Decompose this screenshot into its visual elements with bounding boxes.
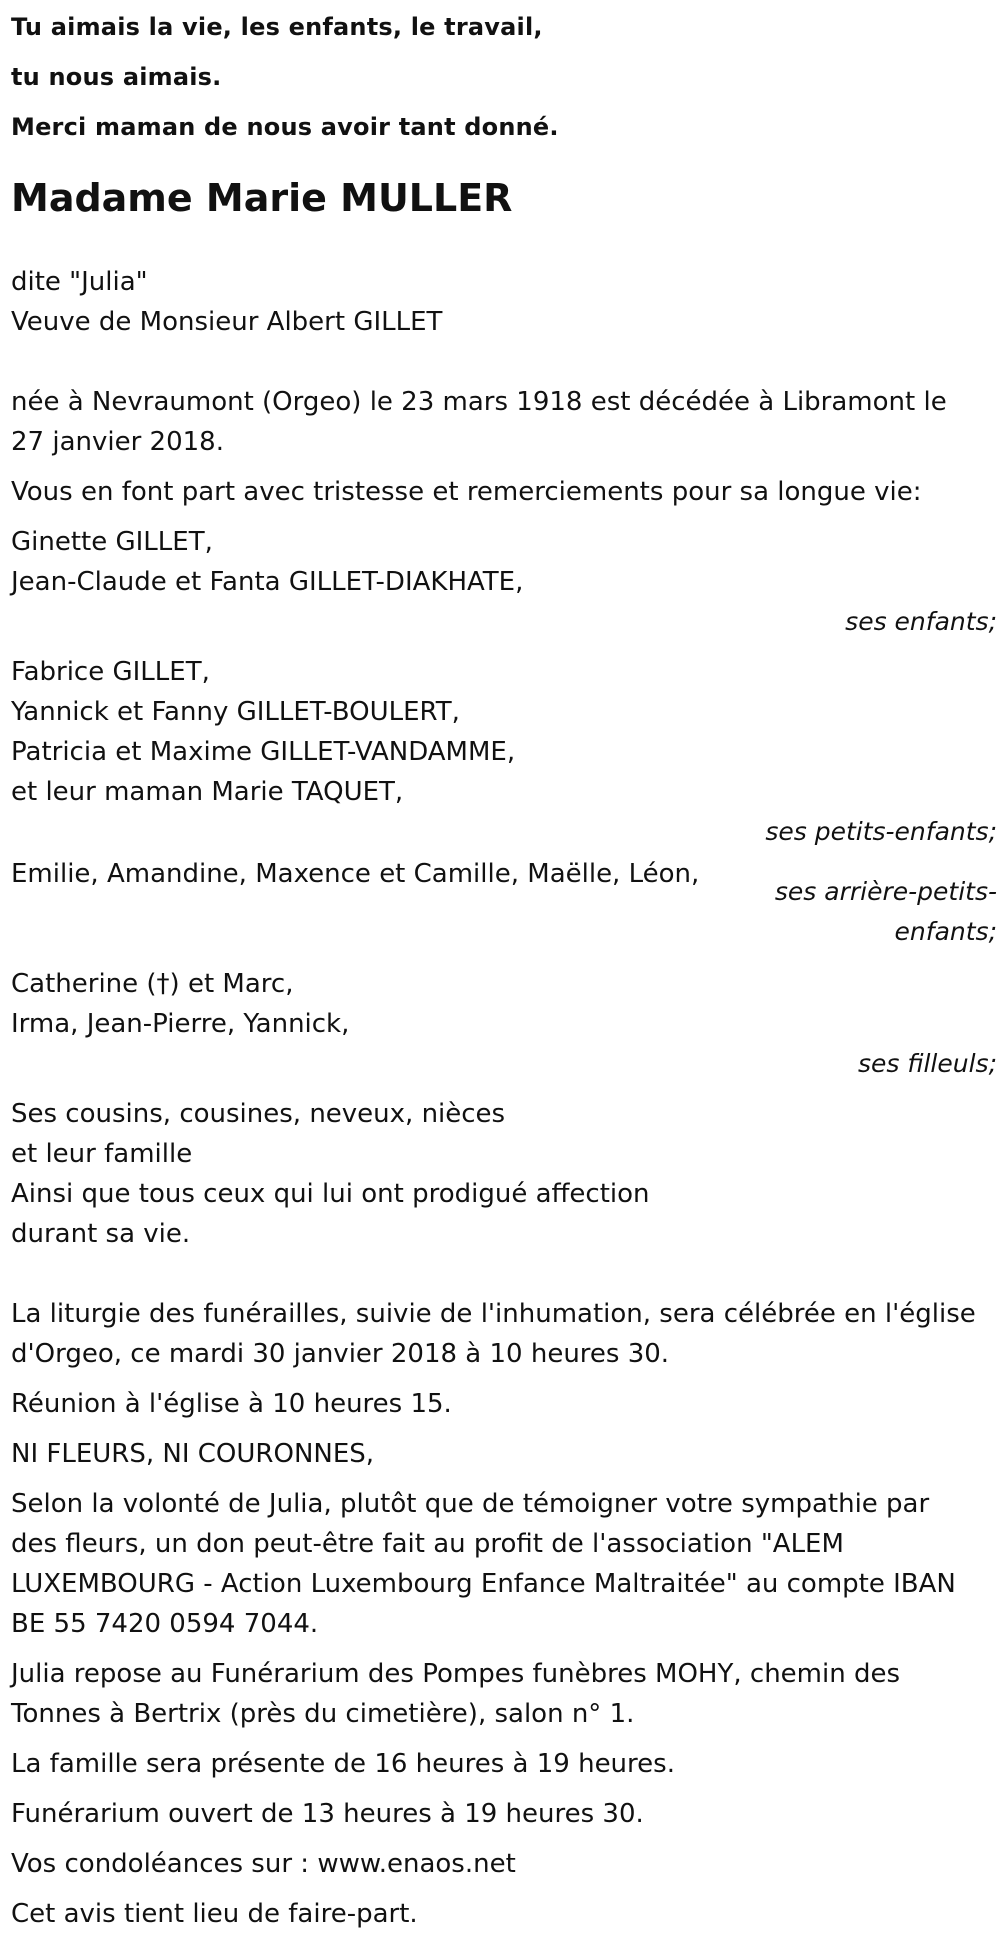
deceased-name: Madame Marie MULLER	[11, 176, 513, 220]
church-meeting: Réunion à l'église à 10 heures 15.	[11, 1389, 452, 1419]
deceased-alias: dite "Julia"	[11, 267, 148, 297]
relatives-line: et leur famille	[11, 1139, 193, 1169]
relation-label-line: ses arrière-petits-	[774, 877, 997, 906]
resting-line: Julia repose au Funérarium des Pompes funèbres MOHY, chemin des	[11, 1659, 901, 1689]
obituary-notice	[11, 0, 997, 1934]
relation-label: ses filleuls;	[857, 1049, 997, 1078]
donation-line: Selon la volonté de Julia, plutôt que de témoigner votre sympathie par	[11, 1489, 930, 1519]
resting-line: Tonnes à Bertrix (près du cimetière), salon n° 1.	[11, 1699, 635, 1729]
grandchildren-group	[11, 652, 997, 852]
liturgy-line: La liturgie des funérailles, suivie de l'inhumation, sera célébrée en l'église	[11, 1299, 976, 1329]
birth-death-line: née à Nevraumont (Orgeo) le 23 mars 1918 est décédée à Libramont le	[11, 387, 947, 417]
announcement-intro: Vous en font part avec tristesse et remerciements pour sa longue vie:	[11, 477, 922, 507]
quote-line: tu nous aimais.	[11, 63, 222, 91]
liturgy-line: d'Orgeo, ce mardi 30 janvier 2018 à 10 heures 30.	[11, 1339, 670, 1369]
birth-death-line: 27 janvier 2018.	[11, 427, 224, 457]
deceased-spouse: Veuve de Monsieur Albert GILLET	[11, 307, 443, 337]
quote-line: Merci maman de nous avoir tant donné.	[11, 113, 559, 141]
family-member: Emilie, Amandine, Maxence et Camille, Maëlle, Léon,	[11, 859, 700, 889]
family-member: Jean-Claude et Fanta GILLET-DIAKHATE,	[11, 567, 524, 597]
deceased-details	[11, 262, 997, 342]
quote-line: Tu aimais la vie, les enfants, le travail,	[11, 13, 543, 41]
no-flowers-notice: NI FLEURS, NI COURONNES,	[11, 1439, 375, 1469]
godchildren-group	[11, 964, 997, 1084]
other-relatives	[11, 1094, 997, 1254]
great-grandchildren-group	[11, 854, 997, 952]
donation-line: des fleurs, un don peut-être fait au profit de l'association "ALEM	[11, 1529, 844, 1559]
notice-text: Cet avis tient lieu de faire-part.	[11, 1899, 418, 1929]
donation-line: BE 55 7420 0594 7044.	[11, 1609, 319, 1639]
family-member: Catherine (†) et Marc,	[11, 969, 294, 999]
relatives-line: Ainsi que tous ceux qui lui ont prodigué affection	[11, 1179, 650, 1209]
relation-label: ses petits-enfants;	[765, 817, 997, 846]
family-member: et leur maman Marie TAQUET,	[11, 777, 404, 807]
relatives-line: Ses cousins, cousines, neveux, nièces	[11, 1099, 506, 1129]
children-group	[11, 522, 997, 642]
birth-death-info	[11, 382, 997, 462]
donation-info	[11, 1484, 997, 1644]
family-presence: La famille sera présente de 16 heures à 19 heures.	[11, 1749, 675, 1779]
family-member: Yannick et Fanny GILLET-BOULERT,	[11, 697, 460, 727]
resting-place	[11, 1654, 997, 1734]
funerarium-hours: Funérarium ouvert de 13 heures à 19 heures 30.	[11, 1799, 644, 1829]
family-member: Ginette GILLET,	[11, 527, 213, 557]
funeral-info	[11, 1294, 997, 1374]
opening-quote	[11, 2, 997, 152]
relation-label-line: enfants;	[894, 917, 997, 946]
condolences-link: Vos condoléances sur : www.enaos.net	[11, 1849, 516, 1879]
family-member: Patricia et Maxime GILLET-VANDAMME,	[11, 737, 516, 767]
donation-line: LUXEMBOURG - Action Luxembourg Enfance Maltraitée" au compte IBAN	[11, 1569, 956, 1599]
relation-label: ses enfants;	[845, 607, 997, 636]
family-member: Irma, Jean-Pierre, Yannick,	[11, 1009, 350, 1039]
family-member: Fabrice GILLET,	[11, 657, 210, 687]
relation-label	[757, 854, 997, 952]
relatives-line: durant sa vie.	[11, 1219, 191, 1249]
